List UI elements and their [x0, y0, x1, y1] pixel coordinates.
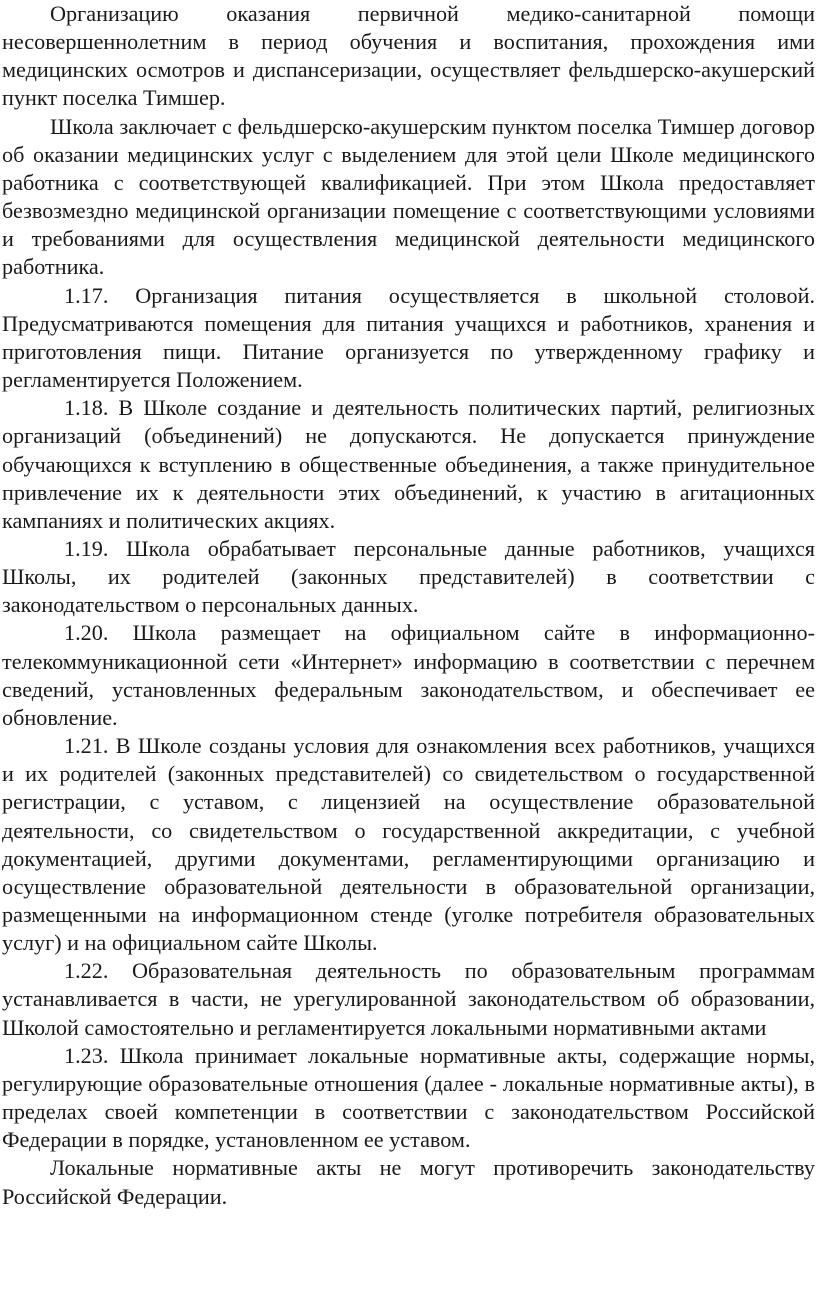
paragraph-medical-contract: Школа заключает с фельдшерско-акушерским пунктом поселка Тимшер договор об оказании медицинских услуг с выделением для этой цели Школе медицинского работника с соответствующей квалификацией. При этом Школа предоставляет безвозмездно медицинской организации помещение с соответствующими условиями и требованиями для осуществления медицинской деятельности медицинского работника. [2, 113, 815, 280]
paragraph-1-23: 1.23. Школа принимает локальные нормативные акты, содержащие нормы, регулирующие образовательные отношения (далее - локальные нормативные акты), в пределах своей компетенции в соответствии с законодательством Российской Федерации в порядке, установленном ее уставом. [2, 1042, 815, 1153]
paragraph-medical-care: Организацию оказания первичной медико-санитарной помощи несовершеннолетним в период обучения и воспитания, прохождения ими медицинских осмотров и диспансеризации, осуществляет фельдшерско-акушерский пункт поселка Тимшер. [2, 1, 815, 111]
paragraph-1-19: 1.19. Школа обрабатывает персональные данные работников, учащихся Школы, их родителей (законных представителей) в соответствии с законодательством о персональных данных. [2, 535, 815, 618]
paragraph-1-22: 1.22. Образовательная деятельность по образовательным программам устанавливается в части, не урегулированной законодательством об образовании, Школой самостоятельно и регламентируется локальными нормативными актами [2, 958, 815, 1040]
paragraph-local-acts: Локальные нормативные акты не могут противоречить законодательству Российской Федерации. [2, 1155, 815, 1209]
paragraph-1-21: 1.21. В Школе созданы условия для ознакомления всех работников, учащихся и их родителей (законных представителей) со свидетельством о государственной регистрации, с уставом, с лицензией на осуществление образовательной деятельности, со свидетельством о государственной аккредитации, с учебной документацией, другими документами, регламентирующими организацию и осуществление образовательной деятельности в образовательной организации, размещенными на информационном стенде (уголке потребителя образовательных услуг) и на официальном сайте Школы. [2, 733, 815, 956]
paragraph-1-20: 1.20. Школа размещает на официальном сайте в информационно-телекоммуникационной сети «Интернет» информацию в соответствии с перечнем сведений, установленных федеральным законодательством, и обеспечивает ее обновление. [2, 620, 815, 730]
paragraph-1-17: 1.17. Организация питания осуществляется в школьной столовой. Предусматриваются помещения для питания учащихся и работников, хранения и приготовления пищи. Питание организуется по утвержденному графику и регламентируется Положением. [2, 282, 815, 393]
paragraph-1-18: 1.18. В Школе создание и деятельность политических партий, религиозных организаций (объединений) не допускаются. Не допускается принуждение обучающихся к вступлению в общественные объединения, а также принудительное привлечение их к деятельности этих объединений, к участию в агитационных кампаниях и политических акциях. [2, 395, 815, 533]
